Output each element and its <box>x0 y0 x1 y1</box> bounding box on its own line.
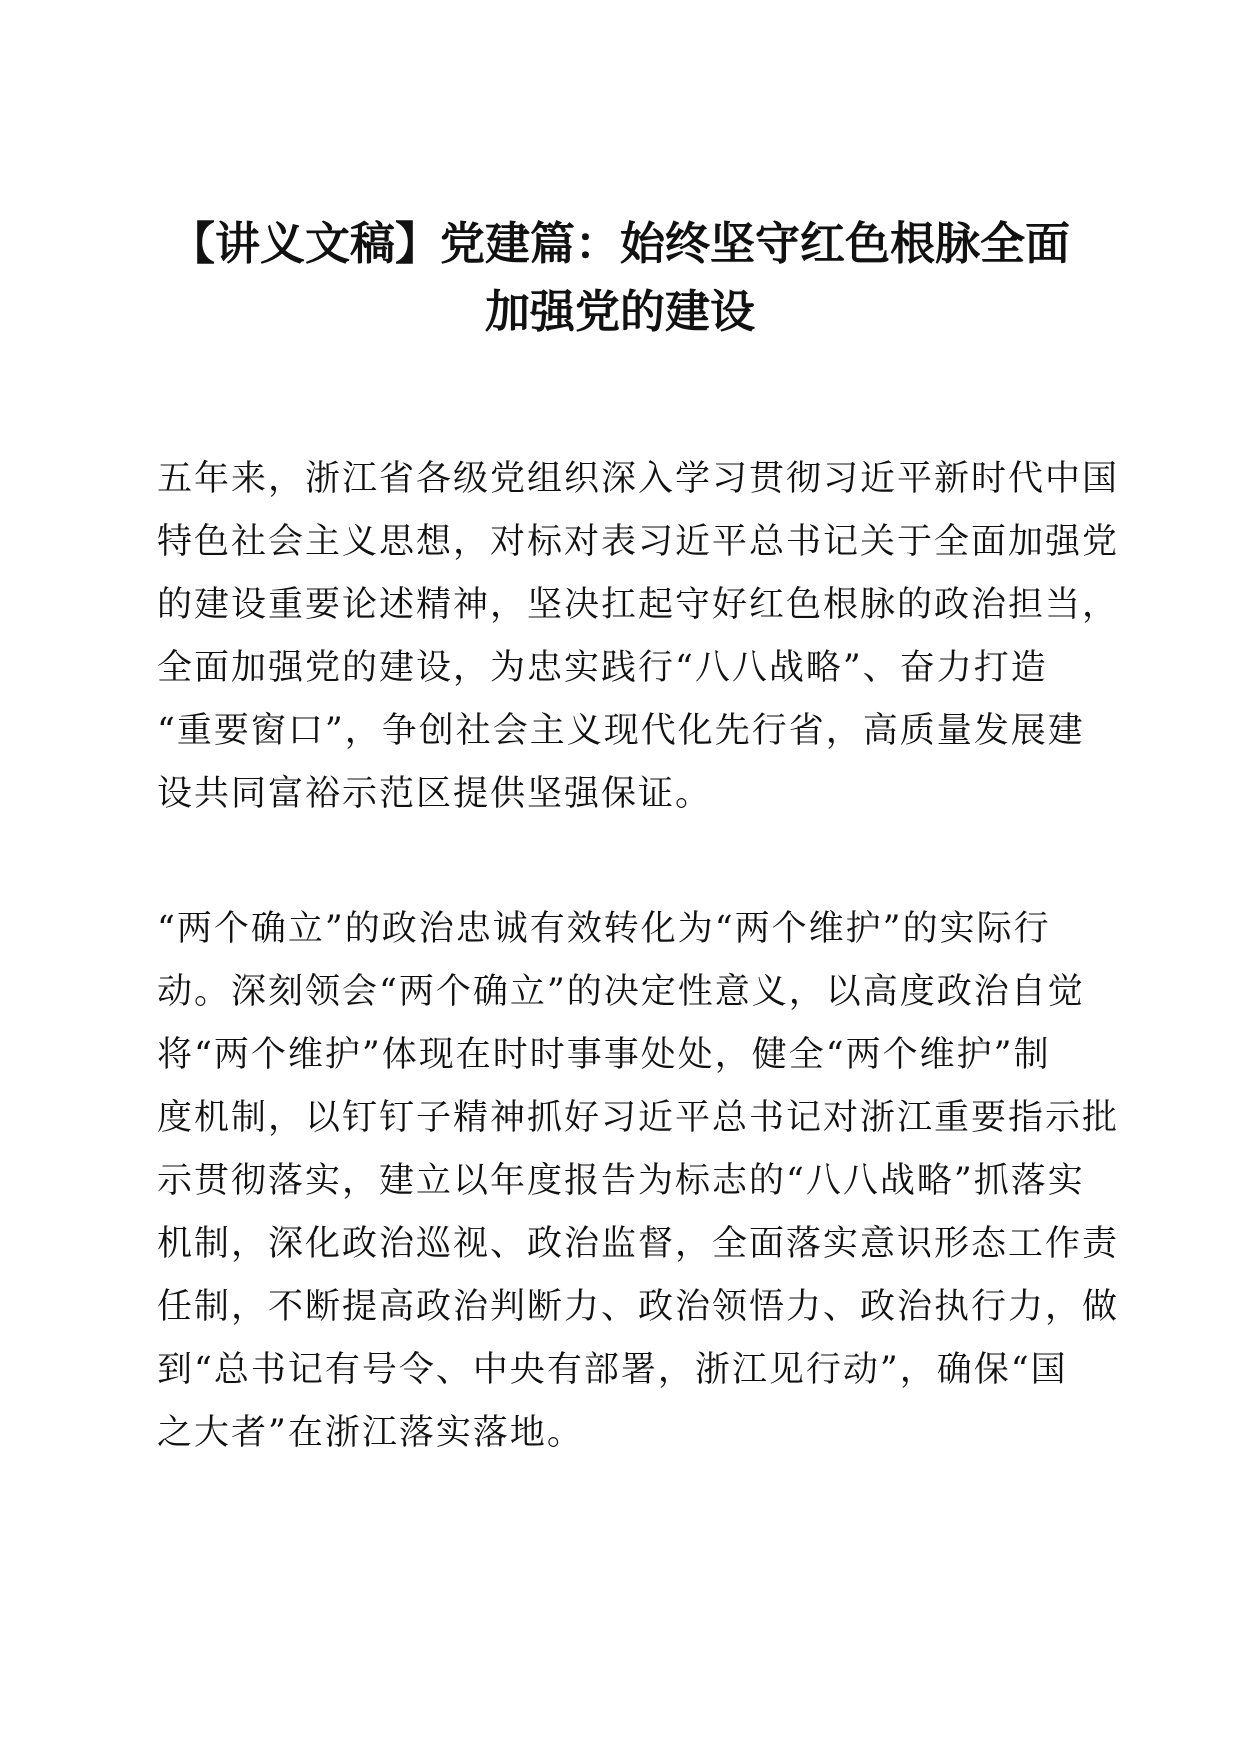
paragraph-line: 五年来，浙江省各级党组织深入学习贯彻习近平新时代中国 <box>157 459 1120 499</box>
paragraph-line: 度机制，以钉钉子精神抓好习近平总书记对浙江重要指示批 <box>157 1098 1120 1138</box>
paragraph-line: 任制，不断提高政治判断力、政治领悟力、政治执行力，做 <box>157 1287 1120 1327</box>
document-title <box>150 210 1090 346</box>
paragraph-line: 示贯彻落实，建立以年度报告为标志的“八八战略”抓落实 <box>157 1161 1085 1201</box>
paragraph-line: 机制，深化政治巡视、政治监督，全面落实意识形态工作责 <box>157 1224 1120 1264</box>
paragraph-line: “重要窗口”，争创社会主义现代化先行省，高质量发展建 <box>157 711 1085 751</box>
paragraph-line: 将“两个维护”体现在时时事事处处，健全“两个维护”制 <box>157 1035 1051 1075</box>
paragraph-line: 之大者”在浙江落实落地。 <box>157 1413 584 1453</box>
title-line: 【讲义文稿】党建篇：始终坚守红色根脉全面 <box>169 217 1070 270</box>
paragraph-intro <box>157 448 1120 826</box>
paragraph-line: 设共同富裕示范区提供坚强保证。 <box>157 774 713 814</box>
paragraph-line: 到“总书记有号令、中央有部署，浙江见行动”，确保“国 <box>157 1350 1068 1390</box>
paragraph-line: 动。深刻领会“两个确立”的决定性意义，以高度政治自觉 <box>157 972 1085 1012</box>
paragraph-line: 全面加强党的建设，为忠实践行“八八战略”、奋力打造 <box>157 648 1048 688</box>
paragraph-line: 的建设重要论述精神，坚决扛起守好红色根脉的政治担当， <box>157 585 1120 625</box>
title-line: 加强党的建设 <box>484 285 755 338</box>
paragraph-line: 特色社会主义思想，对标对表习近平总书记关于全面加强党 <box>157 522 1120 562</box>
paragraph-line: “两个确立”的政治忠诚有效转化为“两个维护”的实际行 <box>157 909 1051 949</box>
paragraph-two-establishments <box>157 898 1120 1465</box>
